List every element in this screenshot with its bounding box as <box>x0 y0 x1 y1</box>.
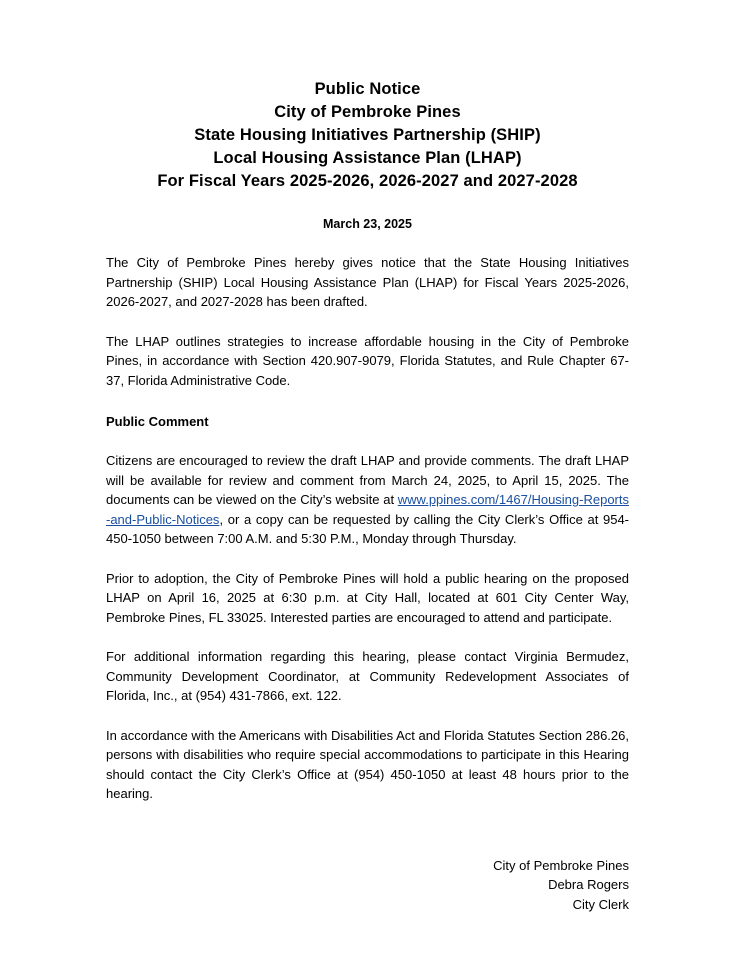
paragraph-ada: In accordance with the Americans with Disabilities Act and Florida Statutes Section 286.26, persons with disabilities who require special accommodations to participate in this Hearing should contact the City Clerk’s Office at (954) 450-1050 at least 48 hours prior to the hearing. <box>106 727 629 801</box>
section-heading-public-comment: Public Comment <box>106 414 209 429</box>
title-line-2: City of Pembroke Pines <box>274 103 461 121</box>
notice-date: March 23, 2025 <box>323 217 412 231</box>
title-line-3: State Housing Initiatives Partnership (SHIP) <box>194 126 541 144</box>
document-title <box>106 78 629 193</box>
public-comment-text-after-link: , or a copy can be requested by calling the City Clerk’s Office at 954-450-1050 between 7:00 A.M. and 5:30 P.M., Monday through Thursday. <box>106 511 629 546</box>
document-body <box>106 253 629 804</box>
paragraph-hearing: Prior to adoption, the City of Pembroke Pines will hold a public hearing on the proposed LHAP on April 16, 2025 at 6:30 p.m. at City Hall, located at 601 City Center Way, Pembroke Pines, FL 33025. Interested parties are encouraged to attend and participate. <box>106 570 629 625</box>
title-line-1: Public Notice <box>314 80 421 98</box>
paragraph-intro: The City of Pembroke Pines hereby gives notice that the State Housing Initiatives Partnership (SHIP) Local Housing Assistance Plan (LHAP) for Fiscal Years 2025-2026, 2026-2027, and 2027-2028 has been drafted. <box>106 255 629 309</box>
paragraph-public-comment <box>106 451 629 549</box>
signature-name: Debra Rogers <box>548 877 629 892</box>
title-line-5: For Fiscal Years 2025-2026, 2026-2027 and 2027-2028 <box>157 172 578 190</box>
signature-title: City Clerk <box>572 896 629 912</box>
paragraph-contact: For additional information regarding this hearing, please contact Virginia Bermudez, Community Development Coordinator, at Community Redevelopment Associates of Florida, Inc., at (954) 431-7866, ext. 122. <box>106 649 629 703</box>
public-comment-text-before-link: Citizens are encouraged to review the draft LHAP and provide comments. The draft LHAP will be available for review and comment from March 24, 2025, to April 15, 2025. The documents can be viewed on the City’s website at <box>106 453 629 507</box>
paragraph-strategies: The LHAP outlines strategies to increase affordable housing in the City of Pembroke Pines, in accordance with Section 420.907-9079, Florida Statutes, and Rule Chapter 67-37, Florida Administrative Code. <box>106 333 629 388</box>
housing-reports-link[interactable]: www.ppines.com/1467/Housing-Reports-and-Public-Notices <box>106 492 629 527</box>
signature-block <box>106 856 629 915</box>
title-line-4: Local Housing Assistance Plan (LHAP) <box>213 149 522 167</box>
signature-organization: City of Pembroke Pines <box>493 857 629 873</box>
